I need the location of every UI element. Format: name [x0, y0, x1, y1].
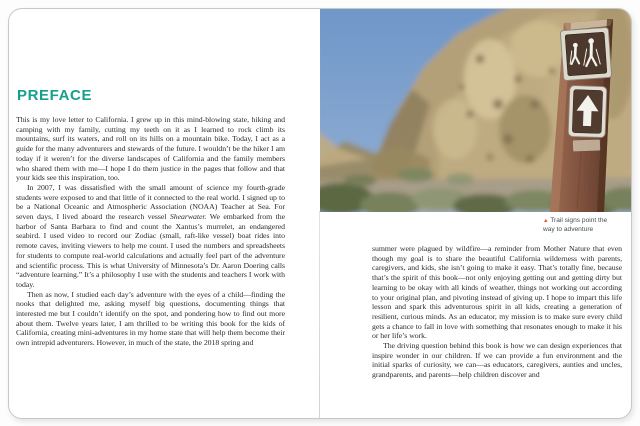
- paragraph-summer-wildfire: summer were plagued by wildfire—a reminder from Mother Nature that even though my goal is to share the beautiful California wilderness with parents, caregivers, and kids, she isn’t going to make it easy. That’s totally fine, because that’s the spirit of this book—not only enjoying getting out and getting dirty but learning to be okay with all kinds of weather, things not working out according to your original plan, and pivoting instead of giving up. I hope to impart this life lesson and spark this adventurous spirit in all kids, creating a generation of resilient, curious minds. As an educator, my mission is to make sure every child gets a chance to fall in love with something that resonates enough to make it his or her life’s work.: [372, 244, 622, 341]
- page-left: [16, 87, 285, 348]
- paragraph-noaa: [16, 183, 285, 290]
- paragraph-then-as-now: Then as now, I studied each day’s adventure with the eyes of a child—finding the nooks that delighted me, asking myself big questions, documenting things that interested me but I couldn’t identify on the spot, and pondering how to find out more about them. Twelve years later, I am thrilled to be writing this book for the kids of California, creating mini-adventures in my home state that will help them become their own intrepid adventurers. However, in much of the state, the 2018 spring and: [16, 289, 285, 348]
- trail-photo: [320, 9, 631, 212]
- caption-text: Trail signs point the way to adventure: [543, 217, 608, 233]
- hikers-trail-sign-icon: [560, 27, 611, 80]
- paragraph-intro: This is my love letter to California. I grew up in this mind-blowing state, hiking and camping with my family, cutting my teeth on it as I learned to rock climb its mountains, surf its waters, and roll on its hills on a mountain bike. Today, I act as a guide for the many adventurers and stewards of the future. I wouldn’t be the hiker I am today if it weren’t for the diverse landscapes of California and the family members who shared them with me—I hope I do them justice in the pages that follow and that your kids see this inspiration, too.: [16, 115, 285, 183]
- paragraph-driving-question: The driving question behind this book is how we can design experiences that inspire wonder in our children. If we can provide a fun environment and the initial sparks of curiosity, we can—as educators, caregivers, aunties and uncles, grandparents, and parents—help children discover and: [372, 341, 622, 380]
- vessel-name-italic: Shearwater.: [169, 212, 207, 222]
- page-right: [372, 244, 622, 380]
- book-spread: [8, 8, 632, 419]
- arrow-up-sign-icon: [568, 85, 607, 137]
- page-fold: [319, 211, 320, 418]
- photo-caption: [543, 217, 619, 234]
- caption-triangle-icon: ▲: [543, 218, 549, 224]
- paragraph-noaa-post: We embarked from the harbor of Santa Barbara to find and count the Xantus’s murrelet, an endangered seabird. I used video to record our Zodiac (small, raft-like vessel) boat rides into remote caves, inviting viewers to help me count. I used the numbers and spreadsheets for students to compute real-world calculations and actually feel part of the adventure and scientific process. This is what University of Minnesota’s Dr. Aaron Doering calls “adventure learning.” It’s a philosophy I use with the students and teachers I work with today.: [16, 212, 285, 289]
- preface-heading: PREFACE: [17, 87, 93, 104]
- paragraph-noaa-pre: In 2007, I was dissatisfied with the small amount of science my fourth-grade students were exposed to and that little of it connected to the real world. I signed up to be a National Oceanic and Atmospheric Association (NOAA) Teacher at Sea. For seven days, I lived aboard the research vessel: [16, 182, 285, 222]
